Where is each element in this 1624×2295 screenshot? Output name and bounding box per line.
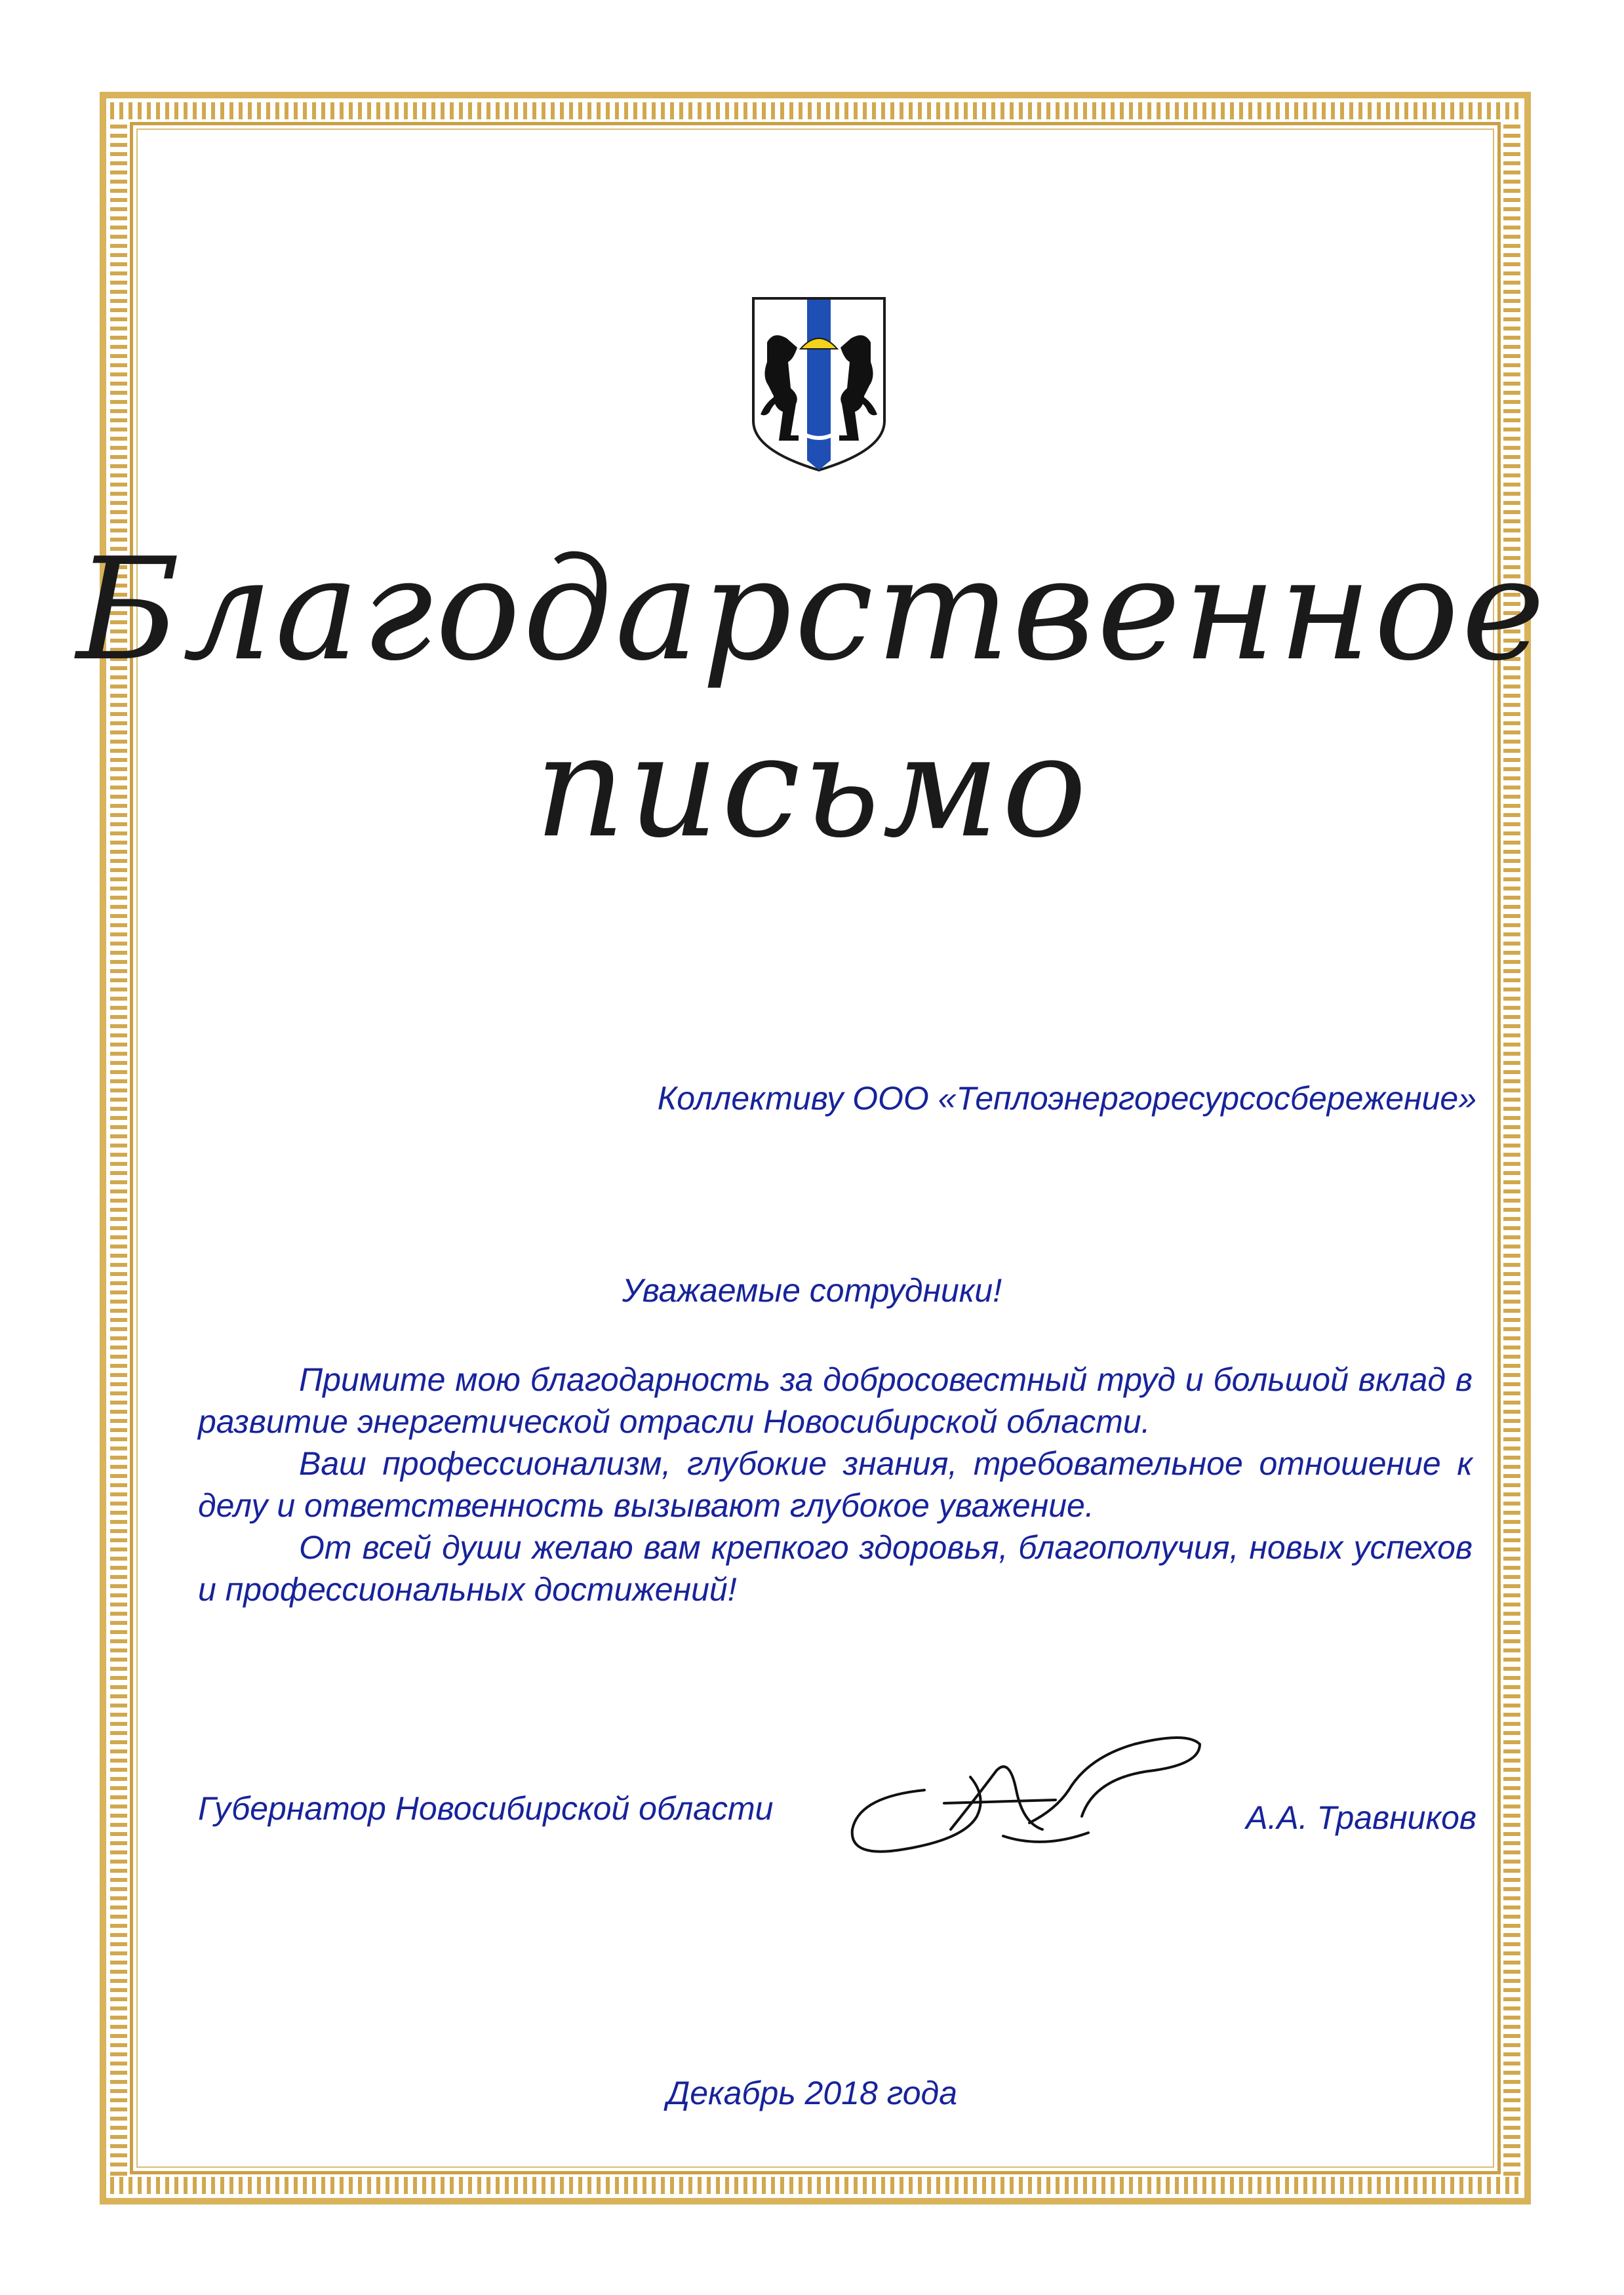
document-title-line-2: письмо [534,704,1090,869]
coat-of-arms-icon [751,296,886,472]
body-paragraph: Примите мою благодарность за добросовестный труд и большой вклад в развитие энергетической отрасли Новосибирской области. [198,1361,1473,1440]
greeting: Уважаемые сотрудники! [622,1272,1002,1309]
document-title-line-1: Благодарственное [76,527,1548,692]
letter-body [198,1359,1473,1610]
body-paragraph: От всей души желаю вам крепкого здоровья, благополучия, новых успехов и профессиональных достижений! [198,1529,1473,1608]
signer-title: Губернатор Новосибирской области [198,1790,774,1827]
signature-icon [846,1718,1213,1869]
recipient-line: Коллективу ООО «Теплоэнергоресурсосбережение» [657,1080,1476,1117]
signer-name: А.А. Травников [1246,1799,1476,1836]
document-date: Декабрь 2018 года [666,2075,958,2111]
body-paragraph: Ваш профессионализм, глубокие знания, требовательное отношение к делу и ответственность вызывают глубокое уважение. [198,1445,1473,1524]
